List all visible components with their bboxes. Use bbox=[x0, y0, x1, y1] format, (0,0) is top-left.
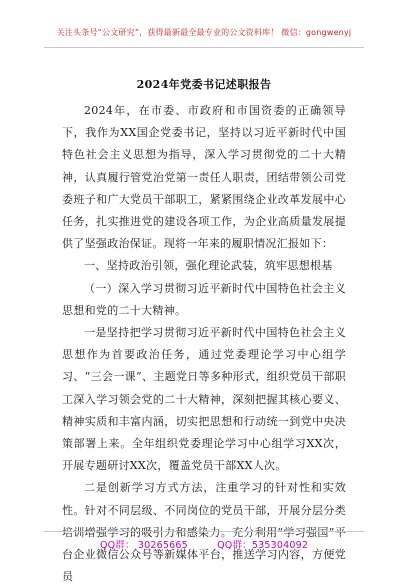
footer-qq-group-2: QQ群：535304092 bbox=[217, 540, 309, 551]
paragraph-intro: 2024年，在市委、市政府和市国资委的正确领导下，我作为XX国企党委书记，坚持以习近平新时代中国特色社会主义思想为指导，深入学习贯彻党的二十大精神，认真履行管党治党第一责任人职责，团结带领公司党委班子和广大党员干部职工，紧紧围绕企业改革发展中心任务，扎实推进党的建设各项工作，为企业高质量发展提供了坚强政治保证。现将一年来的履职情况汇报如下： bbox=[62, 104, 346, 251]
subsection-heading-1: （一）深入学习贯彻习近平新时代中国特色社会主义思想和党的二十大精神。 bbox=[62, 281, 346, 317]
paragraph-point-1: 一是坚持把学习贯彻习近平新时代中国特色社会主义思想作为首要政治任务，通过党委理论学习中心组学习、“三会一课”、主题党日等多种形式，组织党员干部职工深入学习领会党的二十大精神，深刻把握其核心要义、精神实质和丰富内涵，切实把思想和行动统一到党中央决策部署上来。全年组织党委理论学习中心组学习XX次，开展专题研讨XX次，覆盖党员干部XX人次。 bbox=[62, 326, 346, 473]
paragraph-point-2: 二是创新学习方式方法，注重学习的针对性和实效性。针对不同层级、不同岗位的党员干部，开展分层分类培训增强学习的吸引力和感染力。充分利用“学习强国”平台企业微信公众号等新媒体平台，推送学习内容，方便党员 bbox=[62, 481, 346, 584]
section-heading-1: 一、坚持政治引领，强化理论武装，筑牢思想根基 bbox=[84, 259, 333, 273]
footer-contact bbox=[0, 537, 408, 551]
footer-qq-group-1: QQ群： 30265665 bbox=[99, 540, 188, 551]
header-divider bbox=[44, 47, 364, 48]
header-promo-note: 关注头条号“公文研究”，获得最新最全最专业的公文资料库！ 微信：gongwenyj bbox=[56, 28, 352, 37]
footer-divider bbox=[44, 531, 364, 532]
document-body bbox=[62, 100, 346, 588]
document-title: 2024年党委书记述职报告 bbox=[136, 78, 272, 91]
